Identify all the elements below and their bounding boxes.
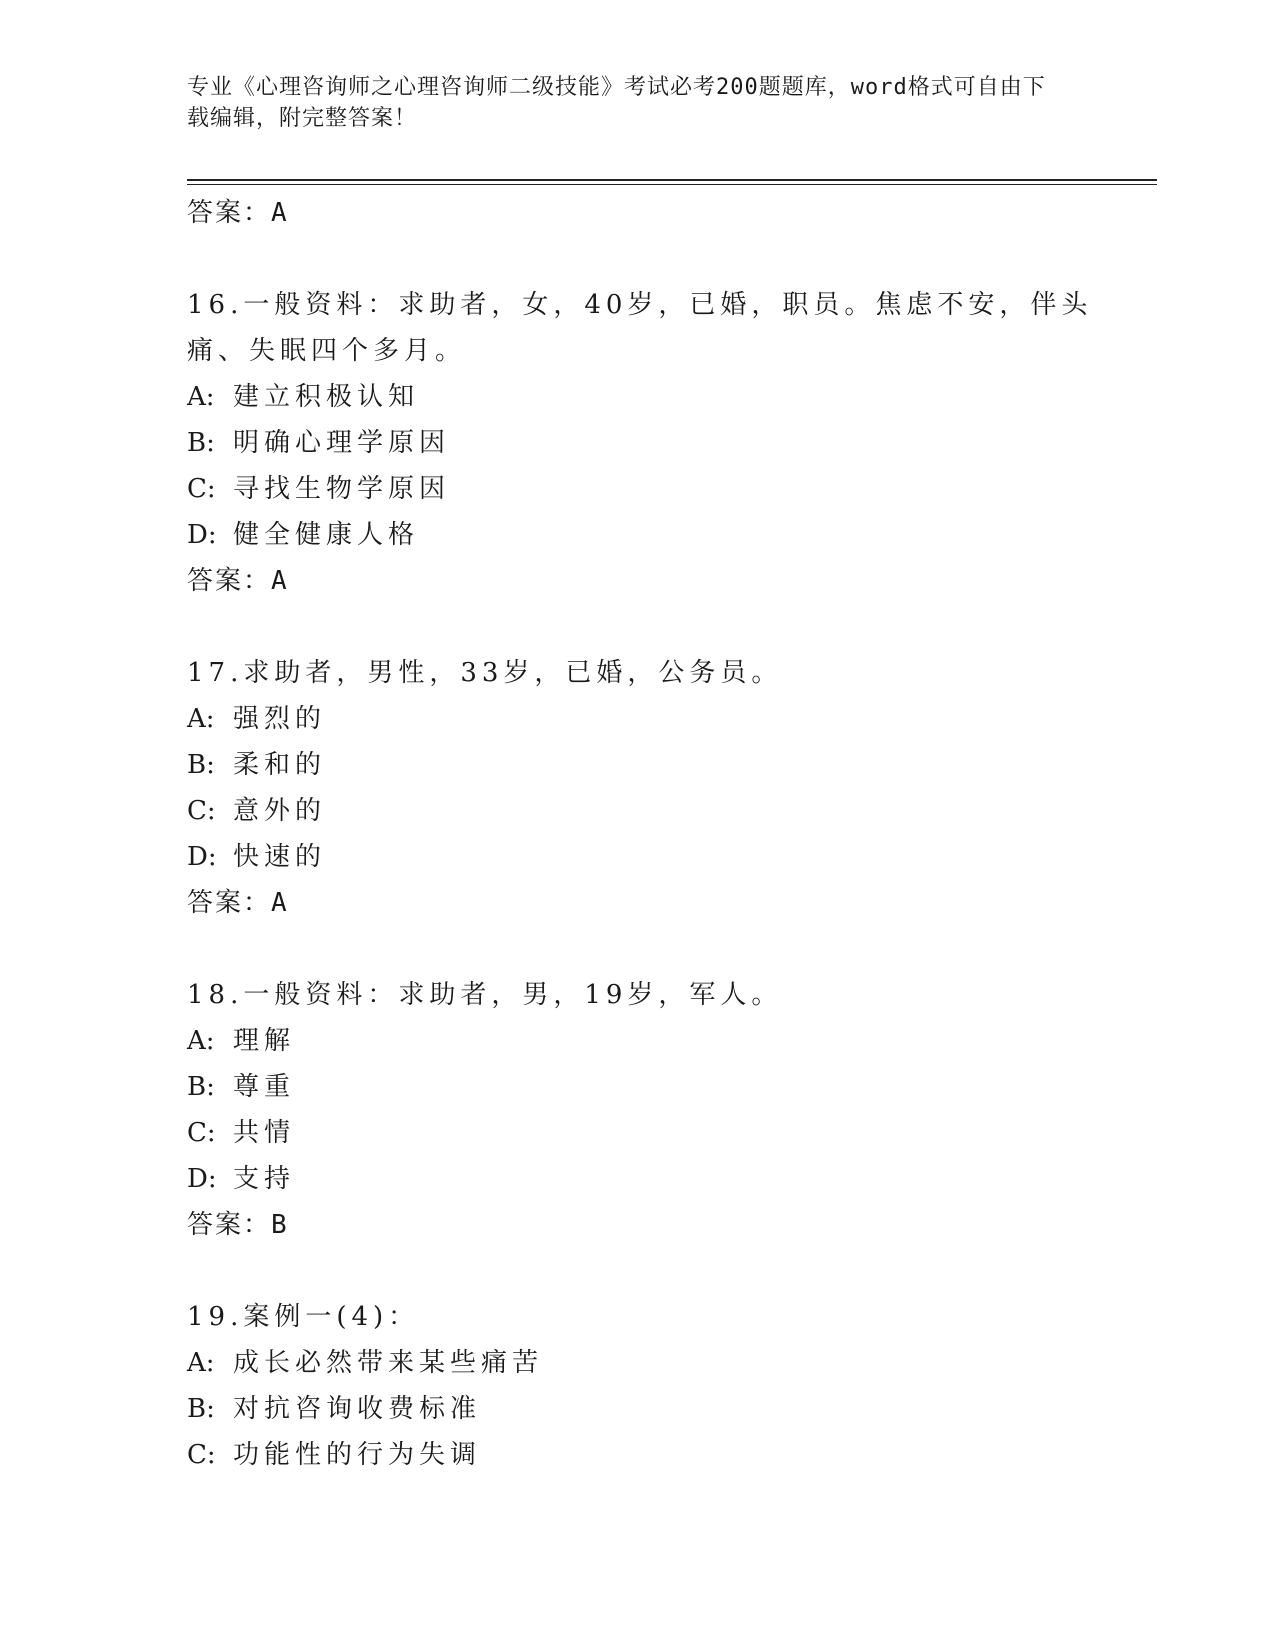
option-key: D: — [187, 1164, 217, 1194]
option-c — [187, 466, 1147, 512]
option-text: 强烈的 — [233, 704, 327, 734]
option-text: 意外的 — [233, 796, 327, 826]
option-key: A: — [187, 1348, 215, 1378]
option-b — [187, 420, 1147, 466]
question-item — [187, 650, 1147, 926]
question-title: 19.案例一(4)： — [187, 1302, 420, 1332]
question-list — [187, 190, 1147, 1478]
answer-line: 答案：A — [187, 888, 289, 918]
option-c — [187, 1432, 1147, 1478]
option-text: 理解 — [233, 1026, 296, 1056]
option-text: 健全健康人格 — [233, 520, 420, 550]
option-text: 对抗咨询收费标准 — [233, 1394, 482, 1424]
option-a — [187, 1018, 1147, 1064]
option-a — [187, 696, 1147, 742]
question-item — [187, 1294, 1147, 1478]
option-text: 柔和的 — [233, 750, 327, 780]
option-key: C: — [187, 1118, 216, 1148]
answer-line: 答案：A — [187, 566, 289, 596]
option-text: 成长必然带来某些痛苦 — [233, 1348, 544, 1378]
option-text: 快速的 — [233, 842, 327, 872]
option-c — [187, 788, 1147, 834]
option-key: D: — [187, 520, 217, 550]
header-divider — [187, 179, 1157, 181]
option-key: B: — [187, 1072, 215, 1102]
option-text: 寻找生物学原因 — [233, 474, 451, 504]
option-text: 共情 — [233, 1118, 296, 1148]
option-key: A: — [187, 704, 215, 734]
option-key: C: — [187, 474, 216, 504]
option-text: 功能性的行为失调 — [233, 1440, 482, 1470]
question-item — [187, 972, 1147, 1248]
option-text: 建立积极认知 — [233, 382, 420, 412]
question-title: 16.一般资料：求助者，女，40岁，已婚，职员。焦虑不安，伴头痛、失眠四个多月。 — [187, 290, 1093, 366]
option-a — [187, 374, 1147, 420]
option-d — [187, 1156, 1147, 1202]
option-key: B: — [187, 428, 215, 458]
option-key: A: — [187, 1026, 215, 1056]
option-b — [187, 742, 1147, 788]
document-header: 专业《心理咨询师之心理咨询师二级技能》考试必考200题题库，word格式可自由下载编辑，附完整答案！ — [187, 75, 1046, 131]
option-text: 明确心理学原因 — [233, 428, 451, 458]
option-b — [187, 1386, 1147, 1432]
question-item — [187, 282, 1147, 604]
header-divider-thin — [187, 184, 1157, 185]
option-b — [187, 1064, 1147, 1110]
option-key: A: — [187, 382, 215, 412]
answer-line: 答案：B — [187, 1210, 289, 1240]
option-key: B: — [187, 750, 215, 780]
question-title: 17.求助者，男性，33岁，已婚，公务员。 — [187, 658, 783, 688]
answer-line: 答案：A — [187, 198, 289, 228]
question-title: 18.一般资料：求助者，男，19岁，军人。 — [187, 980, 783, 1010]
option-key: C: — [187, 796, 216, 826]
option-a — [187, 1340, 1147, 1386]
option-key: D: — [187, 842, 217, 872]
option-c — [187, 1110, 1147, 1156]
option-text: 尊重 — [233, 1072, 296, 1102]
option-d — [187, 834, 1147, 880]
option-key: B: — [187, 1394, 215, 1424]
option-d — [187, 512, 1147, 558]
option-key: C: — [187, 1440, 216, 1470]
option-text: 支持 — [233, 1164, 296, 1194]
